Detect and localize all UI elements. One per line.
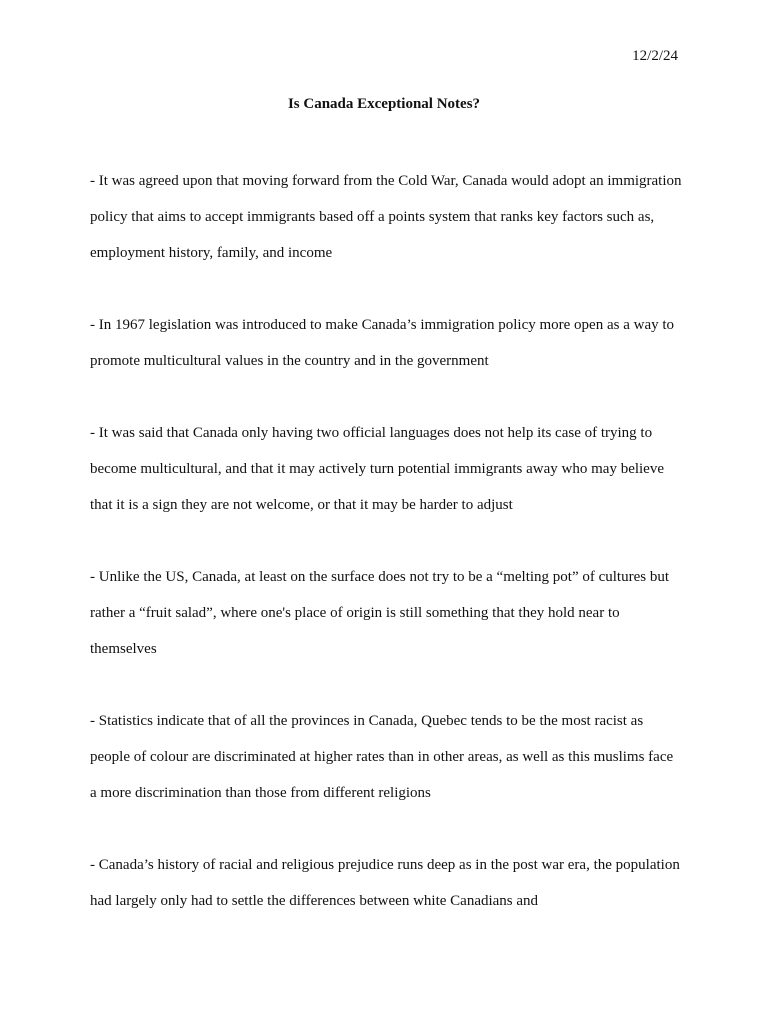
- document-title: Is Canada Exceptional Notes?: [287, 96, 481, 112]
- note-paragraph: - It was said that Canada only having two official languages does not help its case of trying to become multicultural, and that it may actively turn potential immigrants away who may believe that it is a sign they are not welcome, or that it may be harder to adjust: [90, 425, 664, 513]
- note-paragraph: - It was agreed upon that moving forward from the Cold War, Canada would adopt an immigration policy that aims to accept immigrants based off a points system that ranks key factors such as, employment history, family, and income: [90, 173, 682, 261]
- note-paragraph: - Canada’s history of racial and religious prejudice runs deep as in the post war era, the population had largely only had to settle the differences between white Canadians and: [90, 857, 680, 909]
- notes-body: [90, 163, 682, 955]
- note-paragraph: - Unlike the US, Canada, at least on the surface does not try to be a “melting pot” of cultures but rather a “fruit salad”, where one's place of origin is still something that they hold near to themselves: [90, 569, 670, 657]
- document-date: 12/2/24: [632, 48, 678, 64]
- note-paragraph: - In 1967 legislation was introduced to make Canada’s immigration policy more open as a way to promote multicultural values in the country and in the government: [90, 317, 675, 369]
- note-paragraph: - Statistics indicate that of all the provinces in Canada, Quebec tends to be the most racist as people of colour are discriminated at higher rates than in other areas, as well as this muslims face a more discrimination than those from different religions: [90, 713, 674, 801]
